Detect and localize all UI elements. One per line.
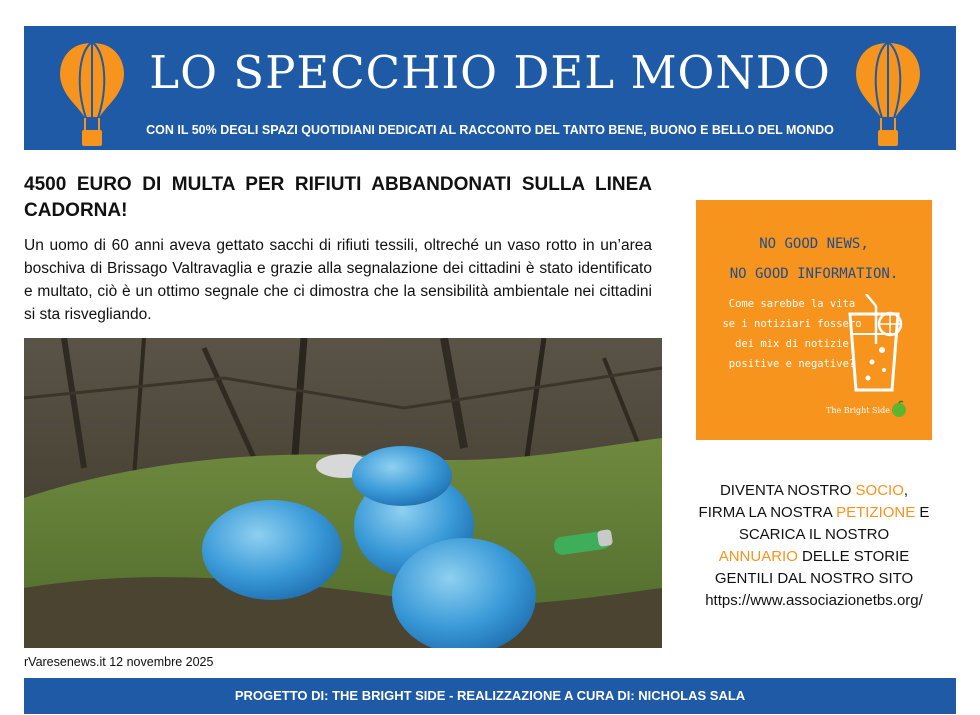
cta-text: ,	[903, 482, 909, 499]
article-headline: 4500 EURO DI MULTA PER RIFIUTI ABBANDONATI SULLA LINEA CADORNA!	[24, 174, 652, 221]
lemonade-glass-icon	[838, 294, 912, 398]
photo-credit: rVaresenews.it 12 novembre 2025	[24, 655, 214, 669]
promo-question-line: Come sarebbe la vita	[728, 298, 856, 310]
website-link[interactable]: https://www.associazionetbs.org/	[705, 592, 923, 609]
socio-link[interactable]: SOCIO	[855, 482, 904, 499]
cta-text: FIRMA LA NOSTRA	[698, 504, 837, 521]
promo-box	[696, 200, 932, 440]
cta-text: DIVENTA NOSTRO	[719, 482, 856, 499]
promo-question-line: se i notiziari fossero	[722, 318, 862, 330]
annuario-link[interactable]: ANNUARIO	[718, 548, 798, 565]
cta-line	[672, 502, 956, 524]
promo-question-line: dei mix di notizie	[735, 338, 849, 350]
cta-line	[672, 546, 956, 568]
promo-slogan-line-1: NO GOOD NEWS,	[759, 236, 869, 252]
promo-brand: The Bright Side	[826, 406, 890, 415]
petizione-link[interactable]: PETIZIONE	[836, 504, 916, 521]
cta-line: SCARICA IL NOSTRO	[738, 526, 890, 543]
article-body: Un uomo di 60 anni aveva gettato sacchi di rifiuti tessili, oltreché un vaso rotto in un’area boschiva di Brissago Valtravaglia e grazie alla segnalazione dei cittadini è stato identificato e multato, ciò è un ottimo segnale che ci dimostra che la sensibilità ambientale nei cittadini si sta risvegliando.	[24, 237, 652, 323]
cta-text: DELLE STORIE	[797, 548, 910, 565]
cta-line	[672, 480, 956, 502]
masthead	[24, 26, 956, 150]
article-photo	[24, 338, 662, 648]
promo-slogan-line-2: NO GOOD INFORMATION.	[729, 266, 899, 282]
masthead-title: LO SPECCHIO DEL MONDO	[149, 46, 831, 99]
footer-credits: PROGETTO DI: THE BRIGHT SIDE - REALIZZAZIONE A CURA DI: NICHOLAS SALA	[234, 688, 746, 703]
cta-text: E	[915, 504, 930, 521]
cta-line: GENTILI DAL NOSTRO SITO	[714, 570, 914, 587]
footer-bar	[24, 678, 956, 714]
masthead-tagline: CON IL 50% DEGLI SPAZI QUOTIDIANI DEDICATI AL RACCONTO DEL TANTO BENE, BUONO E BELLO DEL MONDO	[146, 123, 834, 137]
promo-question-line: positive e negative?	[728, 358, 856, 370]
green-apple-icon	[891, 400, 907, 418]
call-to-action	[672, 480, 956, 612]
